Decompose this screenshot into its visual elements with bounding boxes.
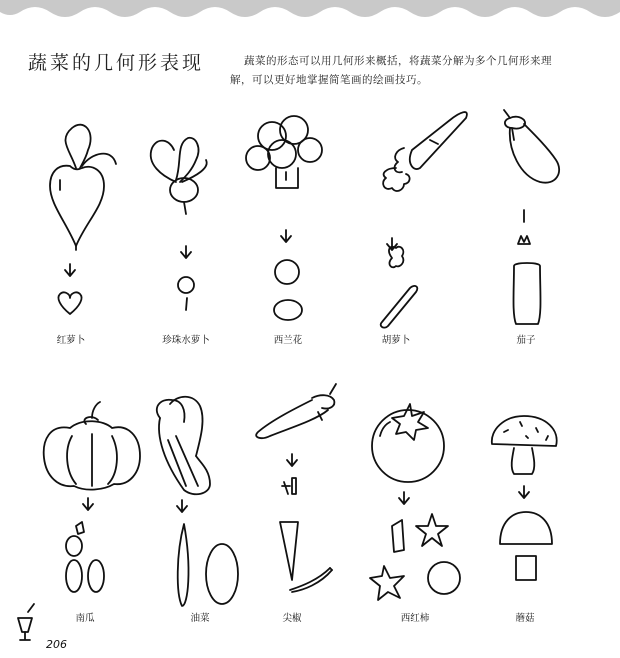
label-mushroom: 蘑菇 [515,613,535,624]
label-pumpkin: 南瓜 [75,613,95,624]
bok-choy-icon [157,397,238,606]
label-radish: 红萝卜 [56,335,86,346]
small-radish-icon [151,138,207,310]
carrot-icon [381,112,467,328]
label-bok-choy: 油菜 [190,613,210,624]
label-broccoli: 西兰花 [273,335,303,346]
label-carrot: 胡萝卜 [381,335,411,346]
broccoli-icon [246,116,322,320]
cup-icon [18,604,34,640]
mushroom-icon [492,416,557,580]
eggplant-icon [504,110,559,324]
tomato-icon [370,404,460,600]
chili-pepper-icon [256,384,336,592]
page-number: 206 [46,638,67,651]
intro-line-2: 解，可以更好地掌握简笔画的绘画技巧。 [230,74,428,86]
radish-heart-icon [50,125,116,314]
label-small-radish: 珍珠水萝卜 [162,335,210,346]
label-eggplant: 茄子 [516,335,536,346]
pumpkin-icon [44,402,140,592]
page-title: 蔬菜的几何形表现 [28,52,205,74]
label-tomato: 西红柿 [400,613,430,624]
intro-line-1: 蔬菜的形态可以用几何形来概括，将蔬菜分解为多个几何形来理 [244,55,552,67]
label-chili: 尖椒 [282,613,302,624]
